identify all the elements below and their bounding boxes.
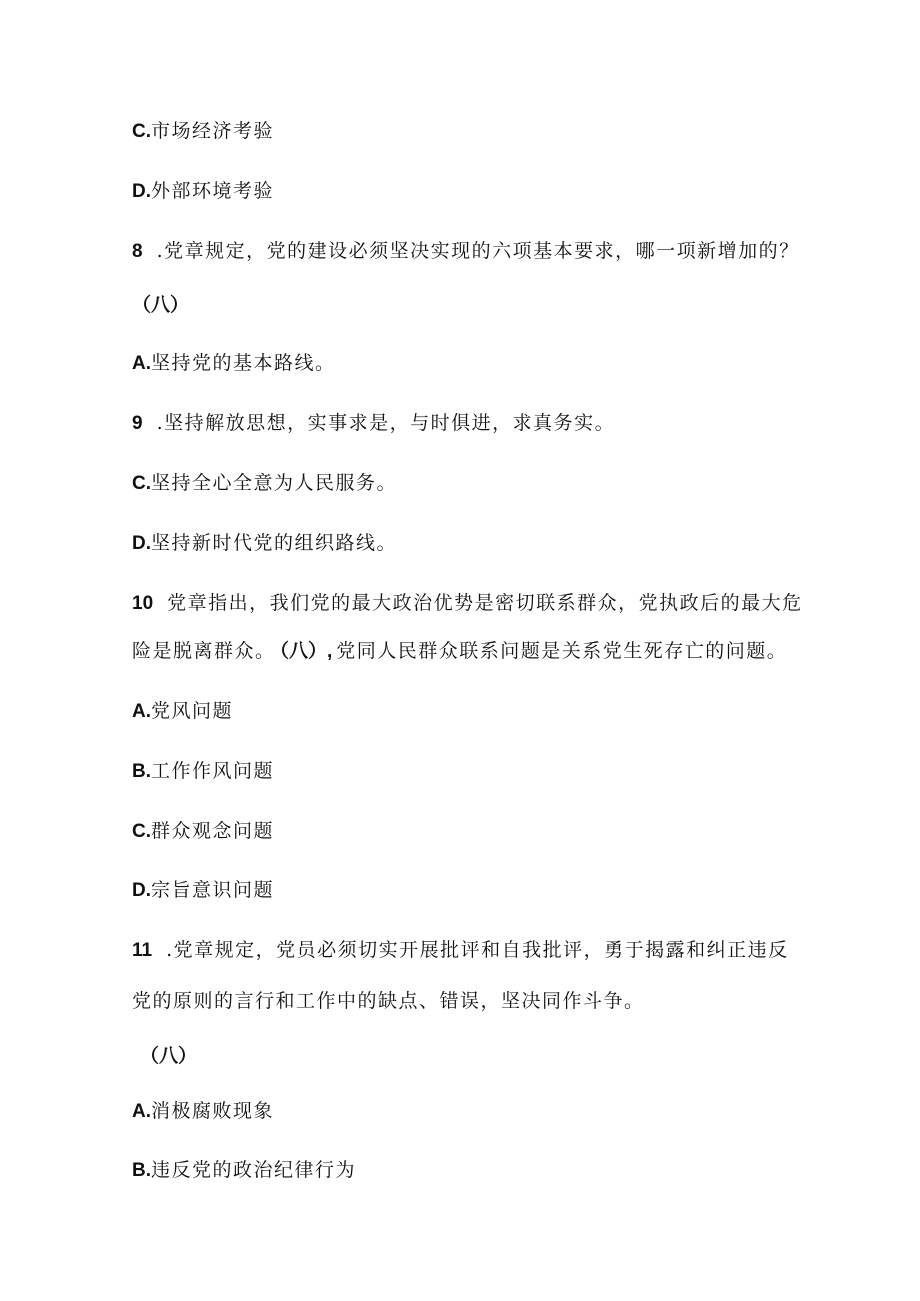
- answer-line: [140, 1043, 197, 1070]
- option-label: B.: [132, 1160, 151, 1181]
- option-label: D.: [132, 880, 151, 901]
- answer-line: [132, 292, 189, 319]
- option-text: 坚持全心全意为人民服务。: [151, 472, 398, 494]
- option-text: 坚持党的基本路线。: [151, 352, 336, 374]
- question-line: [132, 638, 787, 665]
- question-line: [132, 937, 789, 964]
- option-label: A.: [132, 1101, 151, 1122]
- question-text: .坚持解放思想，实事求是，与时俱进，求真务实。: [156, 412, 616, 434]
- option-text: 群众观念问题: [151, 820, 275, 842]
- option-text: 消极腐败现象: [151, 1100, 275, 1122]
- option-label: C.: [132, 473, 151, 494]
- answer-mark: （八）: [140, 1046, 198, 1067]
- question-text: 险是脱离群众。: [132, 640, 276, 662]
- option-label: B.: [132, 761, 151, 782]
- answer-mark: （八）: [132, 295, 190, 316]
- option-label: A.: [132, 353, 151, 374]
- question-number: 9: [132, 413, 143, 434]
- option-text: 外部环境考验: [151, 180, 275, 202]
- question-text: 党的原则的言行和工作中的缺点、错误，坚决同作斗争。: [132, 990, 645, 1012]
- option-line: [132, 178, 274, 205]
- option-line: [132, 118, 274, 145]
- option-line: [132, 1157, 356, 1184]
- question-line: [132, 590, 803, 617]
- option-label: D.: [132, 181, 151, 202]
- question-number: 8: [132, 241, 143, 262]
- answer-mark: （八）,: [279, 641, 333, 662]
- option-label: D.: [132, 533, 151, 554]
- option-label: C.: [132, 121, 151, 142]
- question-line: [132, 988, 645, 1014]
- question-text: 党同人民群众联系问题是关系党生死存亡的问题。: [336, 640, 788, 662]
- option-line: [132, 818, 274, 845]
- question-text: 党章指出，我们党的最大政治优势是密切联系群众，党执政后的最大危: [167, 592, 803, 614]
- option-text: 党风问题: [151, 700, 234, 722]
- option-text: 违反党的政治纪律行为: [151, 1159, 357, 1181]
- option-text: 市场经济考验: [151, 120, 275, 142]
- question-text: .党章规定，党员必须切实开展批评和自我批评，勇于揭露和纠正违反: [166, 939, 789, 961]
- question-number: 11: [132, 940, 153, 961]
- option-text: 宗旨意识问题: [151, 879, 275, 901]
- option-text: 坚持新时代党的组织路线。: [151, 532, 398, 554]
- option-line: [132, 1098, 274, 1125]
- question-text: .党章规定，党的建设必须坚决实现的六项基本要求，哪一项新增加的？: [156, 240, 800, 262]
- option-line: [132, 470, 397, 497]
- option-label: C.: [132, 821, 151, 842]
- option-line: [132, 758, 274, 785]
- question-number: 10: [132, 593, 154, 614]
- option-label: A.: [132, 701, 151, 722]
- option-line: [132, 877, 274, 904]
- question-line: [132, 238, 800, 265]
- option-line: [132, 530, 397, 557]
- question-line: [132, 410, 615, 437]
- option-line: [132, 698, 233, 725]
- option-text: 工作作风问题: [151, 760, 275, 782]
- option-line: [132, 350, 336, 377]
